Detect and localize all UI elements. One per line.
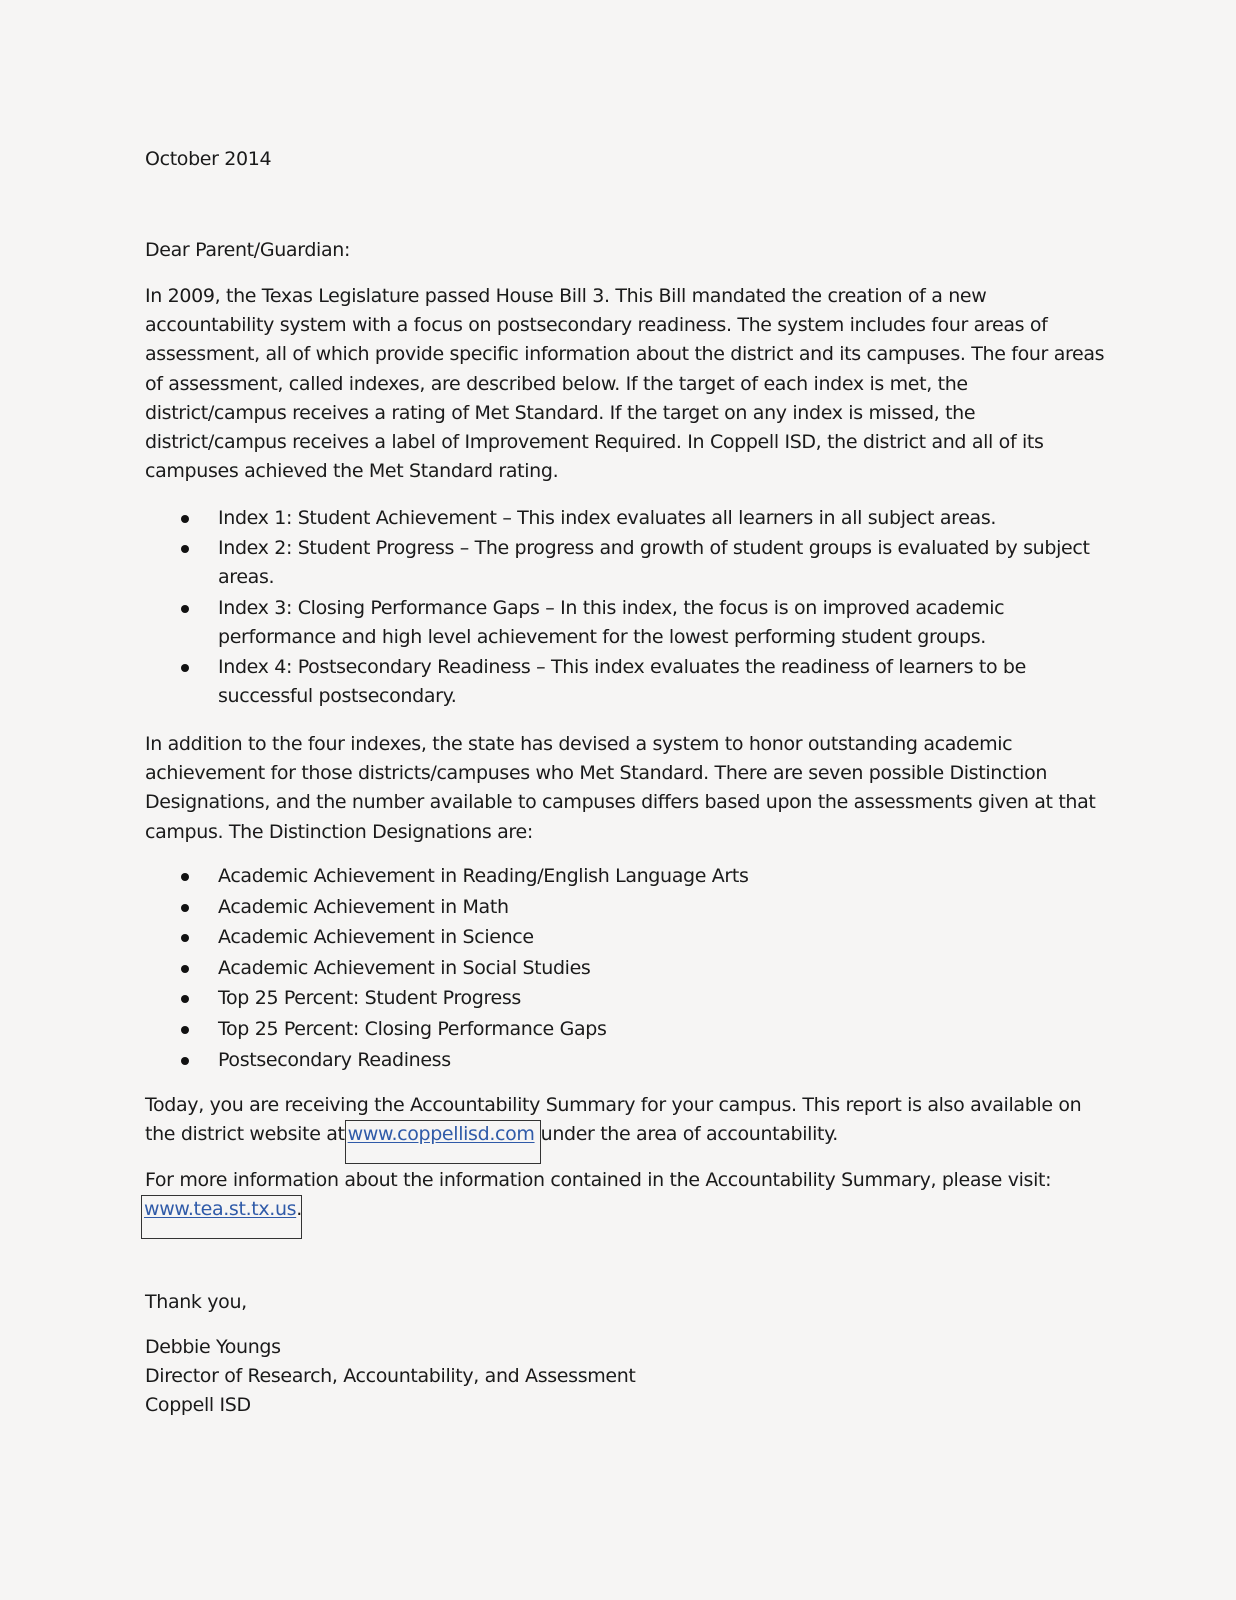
tea-link[interactable]: www.tea.st.tx.us [144,1198,297,1221]
info-line: For more information about the information contained in the Accountability Summary, please visit: [145,1169,1052,1191]
index-item-3 [145,594,1095,652]
index-text: Index 4: Postsecondary Readiness – This index evaluates the readiness of learners to be [218,656,1026,679]
signer-name: Debbie Youngs [145,1336,281,1358]
intro-line: campuses achieved the Met Standard rating. [145,460,559,483]
index-item-2 [145,534,1095,592]
summary-line: Today, you are receiving the Accountability Summary for your campus. This report is also available on [145,1094,1082,1116]
info-paragraph [145,1166,1095,1239]
distinction-text: Academic Achievement in Social Studies [218,956,591,979]
index-text: Index 1: Student Achievement – This index evaluates all learners in all subject areas. [218,507,997,529]
summary-paragraph [145,1091,1095,1164]
intro-line: district/campus receives a rating of Met Standard. If the target on any index is missed, the [145,401,976,424]
distinction-line: achievement for those districts/campuses who Met Standard. There are seven possible Distinction [145,762,1048,785]
signature-block [145,1333,636,1421]
bullet-icon [181,545,189,553]
bullet-icon [181,515,189,523]
bullet-icon [181,873,189,881]
index-list [145,504,1095,712]
distinction-text: Top 25 Percent: Student Progress [218,987,521,1010]
salutation: Dear Parent/Guardian: [145,239,350,261]
intro-line: In 2009, the Texas Legislature passed House Bill 3. This Bill mandated the creation of a new [145,285,987,307]
distinction-item [145,893,1095,924]
summary-line-2 [145,1120,1095,1164]
info-line-2 [145,1195,1095,1239]
intro-line: accountability system with a focus on postsecondary readiness. The system includes four areas of [145,314,1048,337]
distinction-item [145,984,1095,1015]
link-frame [345,1120,541,1164]
distinction-item [145,1015,1095,1046]
distinction-text: Academic Achievement in Science [218,926,534,949]
link-frame [141,1195,302,1239]
bullet-icon [181,605,189,613]
index-text: areas. [218,566,275,589]
letter-date: October 2014 [145,148,272,170]
distinction-text: Top 25 Percent: Closing Performance Gaps [218,1017,607,1040]
distinction-line: campus. The Distinction Designations are: [145,820,533,843]
intro-line: assessment, all of which provide specific information about the district and its campuses. The four areas [145,343,1105,366]
distinction-item [145,954,1095,985]
distinction-line: In addition to the four indexes, the state has devised a system to honor outstanding academic [145,733,1013,755]
signer-title: Director of Research, Accountability, and Assessment [145,1365,636,1388]
index-text: Index 3: Closing Performance Gaps – In this index, the focus is on improved academic [218,596,1005,619]
info-period: . [296,1198,302,1221]
index-item-4 [145,653,1095,711]
distinction-list [145,862,1095,1076]
intro-paragraph [145,282,1105,486]
coppellisd-link[interactable]: www.coppellisd.com [347,1123,535,1146]
bullet-icon [181,965,189,973]
index-item-1 [145,504,1095,533]
intro-line: of assessment, called indexes, are described below. If the target of each index is met, the [145,372,968,395]
bullet-icon [181,934,189,942]
distinction-line: Designations, and the number available to campuses differs based upon the assessments given at that [145,791,1096,814]
distinction-text: Postsecondary Readiness [218,1048,451,1071]
bullet-icon [181,904,189,912]
bullet-icon [181,995,189,1003]
bullet-icon [181,664,189,672]
index-text: Index 2: Student Progress – The progress and growth of student groups is evaluated by subject [218,537,1090,560]
distinction-text: Academic Achievement in Math [218,895,509,918]
summary-text-before: the district website at [145,1123,345,1146]
index-text: successful postsecondary. [218,685,457,708]
distinction-item [145,923,1095,954]
distinction-item [145,1046,1095,1077]
intro-line: district/campus receives a label of Improvement Required. In Coppell ISD, the district and all of its [145,431,1044,454]
distinction-paragraph [145,730,1095,847]
closing: Thank you, [145,1291,247,1313]
bullet-icon [181,1057,189,1065]
signer-organization: Coppell ISD [145,1394,251,1417]
summary-text-after: under the area of accountability. [540,1123,839,1146]
bullet-icon [181,1026,189,1034]
index-text: performance and high level achievement for the lowest performing student groups. [218,625,986,648]
distinction-item [145,862,1095,893]
distinction-text: Academic Achievement in Reading/English Language Arts [218,865,749,887]
